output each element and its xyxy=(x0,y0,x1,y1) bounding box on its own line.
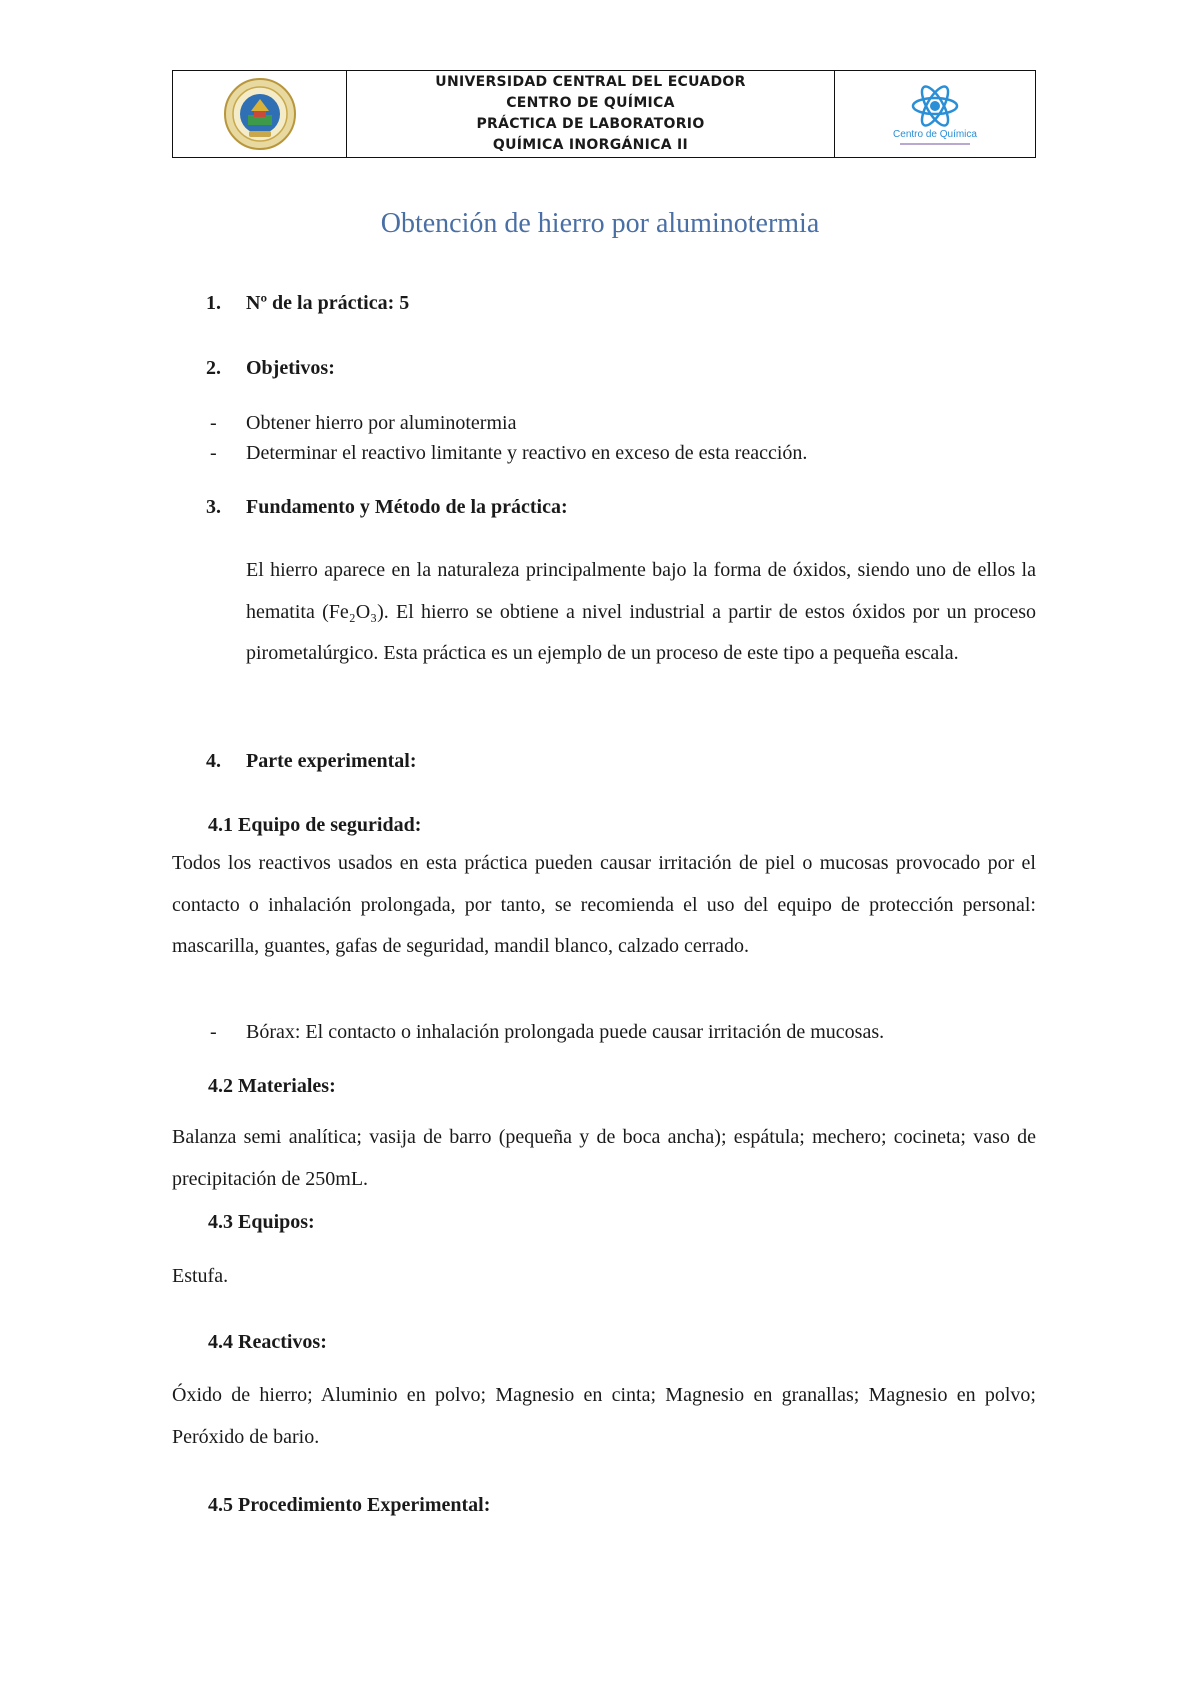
header-line-university: UNIVERSIDAD CENTRAL DEL ECUADOR xyxy=(435,74,746,90)
header-center-cell xyxy=(347,71,835,157)
page-title: Obtención de hierro por aluminotermia xyxy=(380,208,820,239)
section-4-3-paragraph: Estufa. xyxy=(172,1265,229,1287)
university-seal-logo xyxy=(223,77,297,151)
section-4-4-heading: 4.4 Reactivos: xyxy=(208,1331,327,1353)
section-3-number: 3. xyxy=(206,496,221,518)
header-line-subject: QUÍMICA INORGÁNICA II xyxy=(492,137,689,153)
section-4-heading: Parte experimental: xyxy=(246,750,417,772)
section-1-heading: Nº de la práctica: 5 xyxy=(246,292,410,314)
bullet-dash: - xyxy=(210,442,217,464)
logo-subtitle-line xyxy=(900,143,970,145)
section-4-4-paragraph: Óxido de hierro; Aluminio en polvo; Magnesio en cinta; Magnesio en granallas; Magnesio en polvo; Peróxido de bario. xyxy=(172,1384,1036,1448)
section-4-2-paragraph: Balanza semi analítica; vasija de barro (pequeña y de boca ancha); espátula; mechero; cocineta; vaso de precipitación de 250mL. xyxy=(172,1126,1036,1190)
section-4-1-paragraph: Todos los reactivos usados en esta práctica pueden causar irritación de piel o mucosas provocado por el contacto o inhalación prolongada, por tanto, se recomienda el uso del equipo de protección personal: mascarilla, guantes, gafas de seguridad, mandil blanco, calzado cerrado. xyxy=(172,852,1036,957)
safety-item: Bórax: El contacto o inhalación prolongada puede causar irritación de mucosas. xyxy=(246,1021,885,1043)
header-right-cell xyxy=(835,71,1035,157)
bullet-dash: - xyxy=(210,1021,217,1043)
header-left-cell xyxy=(173,71,347,157)
header-table xyxy=(172,70,1036,158)
atom-icon xyxy=(909,83,961,129)
section-3-heading: Fundamento y Método de la práctica: xyxy=(246,496,568,518)
section-2-number: 2. xyxy=(206,357,221,379)
header-line-center: CENTRO DE QUÍMICA xyxy=(506,95,675,111)
header-line-practice: PRÁCTICA DE LABORATORIO xyxy=(476,116,705,132)
objective-item: Obtener hierro por aluminotermia xyxy=(246,412,517,434)
section-3-paragraph: El hierro aparece en la naturaleza principalmente bajo la forma de óxidos, siendo uno de ellos la hematita (Fe₂O₃). El hierro se obtiene a nivel industrial a partir de estos óxidos por un proceso pirometalúrgico. Esta práctica es un ejemplo de un proceso de este tipo a pequeña escala. xyxy=(246,559,1036,664)
section-4-3-heading: 4.3 Equipos: xyxy=(208,1211,315,1233)
section-4-2-heading: 4.2 Materiales: xyxy=(208,1075,336,1097)
section-4-1-heading: 4.1 Equipo de seguridad: xyxy=(208,814,422,836)
section-4-number: 4. xyxy=(206,750,221,772)
section-2-heading: Objetivos: xyxy=(246,357,335,379)
section-1-number: 1. xyxy=(206,292,221,314)
objective-item: Determinar el reactivo limitante y reactivo en exceso de esta reacción. xyxy=(246,442,808,464)
section-4-5-heading: 4.5 Procedimiento Experimental: xyxy=(208,1494,491,1516)
centro-quimica-logo xyxy=(893,83,977,145)
bullet-dash: - xyxy=(210,412,217,434)
centro-quimica-logo-text: Centro de Química xyxy=(893,129,977,140)
